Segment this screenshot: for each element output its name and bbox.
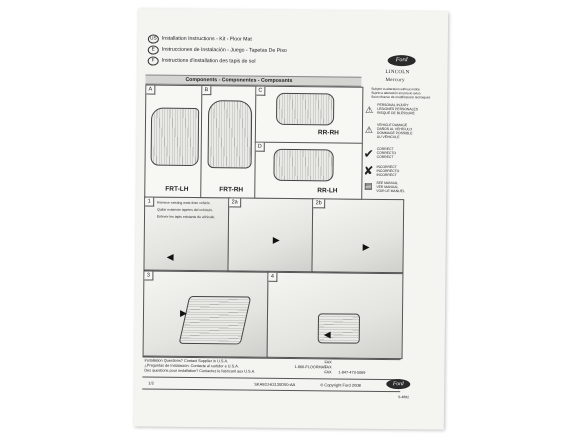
legend-line: CORRECT [376, 146, 394, 152]
legend-line: LESIONES PERSONALES [377, 106, 419, 112]
arrow-icon: ▶ [272, 234, 280, 245]
support-questions [144, 358, 255, 374]
header-line-us [138, 8, 448, 43]
floor-mat-installed [179, 296, 252, 345]
step-2a-panel [227, 197, 314, 272]
note-line: Sous réserve de modifications techniques [371, 94, 431, 100]
copyright: © Copyright Ford 2008 [320, 382, 361, 388]
arrow-icon: ▶ [362, 241, 370, 252]
legend-line: CORRECT [376, 154, 394, 160]
component-b-panel [200, 85, 257, 200]
legend-line: VER MANUAL [376, 184, 399, 190]
legend-line: PERSONAL INJURY [377, 102, 409, 108]
instruction-sheet [134, 8, 448, 429]
title-us: Installation Instructions - Kit - Floor Mat [161, 35, 252, 43]
fax-label: FAX [324, 365, 332, 370]
legend-text [377, 123, 413, 139]
lang-badge: F [148, 56, 159, 65]
question-line: Installation Questions? Contact Supplier in U.S.A. [144, 358, 229, 364]
check-icon: ✔ [363, 146, 374, 161]
arrow-icon: ▶ [179, 307, 187, 318]
page-number: 1/2 [148, 380, 154, 386]
title-fr: Instructions d'installation des tapis de sol [161, 57, 256, 65]
component-c-panel [255, 86, 364, 145]
lincoln-logo: LINCOLN [385, 69, 410, 76]
warning-icon: ⚠ [365, 104, 374, 115]
legend-line: INCORRECT [376, 172, 397, 178]
legend-text [377, 147, 396, 159]
component-tag: D [256, 143, 265, 152]
step-3-panel [143, 270, 270, 357]
note-line: Sujeto a alteración sin previo aviso [371, 90, 421, 96]
floor-mat-front-right [208, 100, 253, 168]
legend-line: SEE MANUAL [376, 180, 399, 186]
step-number: 2b [313, 199, 325, 208]
legend-line: DOMMAGE POSSIBLE [376, 130, 413, 136]
step-4-panel [267, 272, 404, 359]
footer-divider [142, 388, 400, 391]
mercury-logo: Mercury [385, 77, 405, 84]
legend-line: AU VÉHICULE [376, 134, 400, 140]
arrow-icon: ◀ [323, 329, 331, 340]
legend-text [377, 103, 418, 115]
part-number: SKA93J-63130D00-AA [254, 381, 296, 388]
fax-label: FAX [324, 360, 332, 365]
legend-line: INCORRECTO [376, 168, 400, 174]
step-text-line: Quitar existente tapetes del vehículo. [157, 207, 213, 213]
component-tag: B [202, 86, 211, 95]
legend-line: VEHICLE DAMAGE [376, 122, 408, 128]
step-1-text [157, 200, 215, 222]
legend-line: VOIR LE MANUEL [376, 188, 405, 194]
cross-icon: ✘ [363, 163, 374, 178]
component-tag: C [256, 87, 265, 96]
document-code: S-4882 [398, 395, 410, 400]
component-d-panel [254, 142, 363, 201]
component-label: RR-RH [317, 129, 339, 137]
footer-divider [142, 376, 400, 379]
legend-line: DAÑOS AL VEHÍCULO [376, 126, 413, 132]
components-title: Components - Componentes - Composants [185, 76, 293, 85]
step-text-line: Remove existing mats from vehicle. [157, 200, 211, 206]
lang-badge: E [148, 45, 159, 54]
legend-line: RISQUE DE BLESSURE [377, 110, 415, 116]
arrow-icon: ◀ [166, 251, 174, 262]
step-2b-panel [311, 198, 404, 273]
legend-text [376, 165, 399, 177]
step-1-panel [143, 196, 230, 271]
legend-text [376, 181, 405, 193]
component-label: FRT-LH [165, 185, 189, 193]
revision-notes [371, 87, 430, 100]
legend-line: CORRECTO [376, 150, 397, 156]
ford-logo-footer: Ford [386, 379, 410, 389]
floor-mat-rear-right [276, 93, 334, 126]
manual-icon: ▤ [364, 180, 373, 191]
component-label: RR-LH [317, 187, 338, 195]
lang-badge: US [148, 34, 159, 43]
warning-icon: ⚠ [364, 124, 374, 135]
legend-line: INCORRECT [376, 164, 397, 170]
support-phone: 1-866-FLOORMAT [294, 365, 327, 370]
question-line: ¿Preguntas de Instalación. Contacte al surtidor e U.S.A. [144, 363, 239, 369]
title-es: Instrucciones de Instalación - Juego - Tapetas De Piso [161, 46, 287, 54]
component-tag: A [146, 85, 155, 94]
component-label: FRT-RH [219, 186, 244, 194]
floor-mat-front-left [151, 108, 200, 166]
step-number: 1 [145, 197, 154, 206]
floor-mat-rear-left [273, 149, 333, 182]
fax-labels [324, 360, 331, 375]
step-number: 3 [144, 271, 153, 280]
note-line: Subject to alteration without notice [371, 86, 420, 92]
fax-number: 1-847-473-5069 [338, 370, 366, 375]
step-number: 2a [229, 198, 241, 207]
step-text-line: Enlever les tapis existants du véhicule. [156, 214, 216, 220]
question-line: Des questions pour installation? Contactez le fabricant aux U.S.A. [144, 368, 256, 374]
step-number: 4 [268, 273, 277, 282]
fax-label: FAX [324, 370, 332, 375]
ford-logo: Ford [388, 55, 416, 66]
component-a-panel [144, 84, 203, 199]
